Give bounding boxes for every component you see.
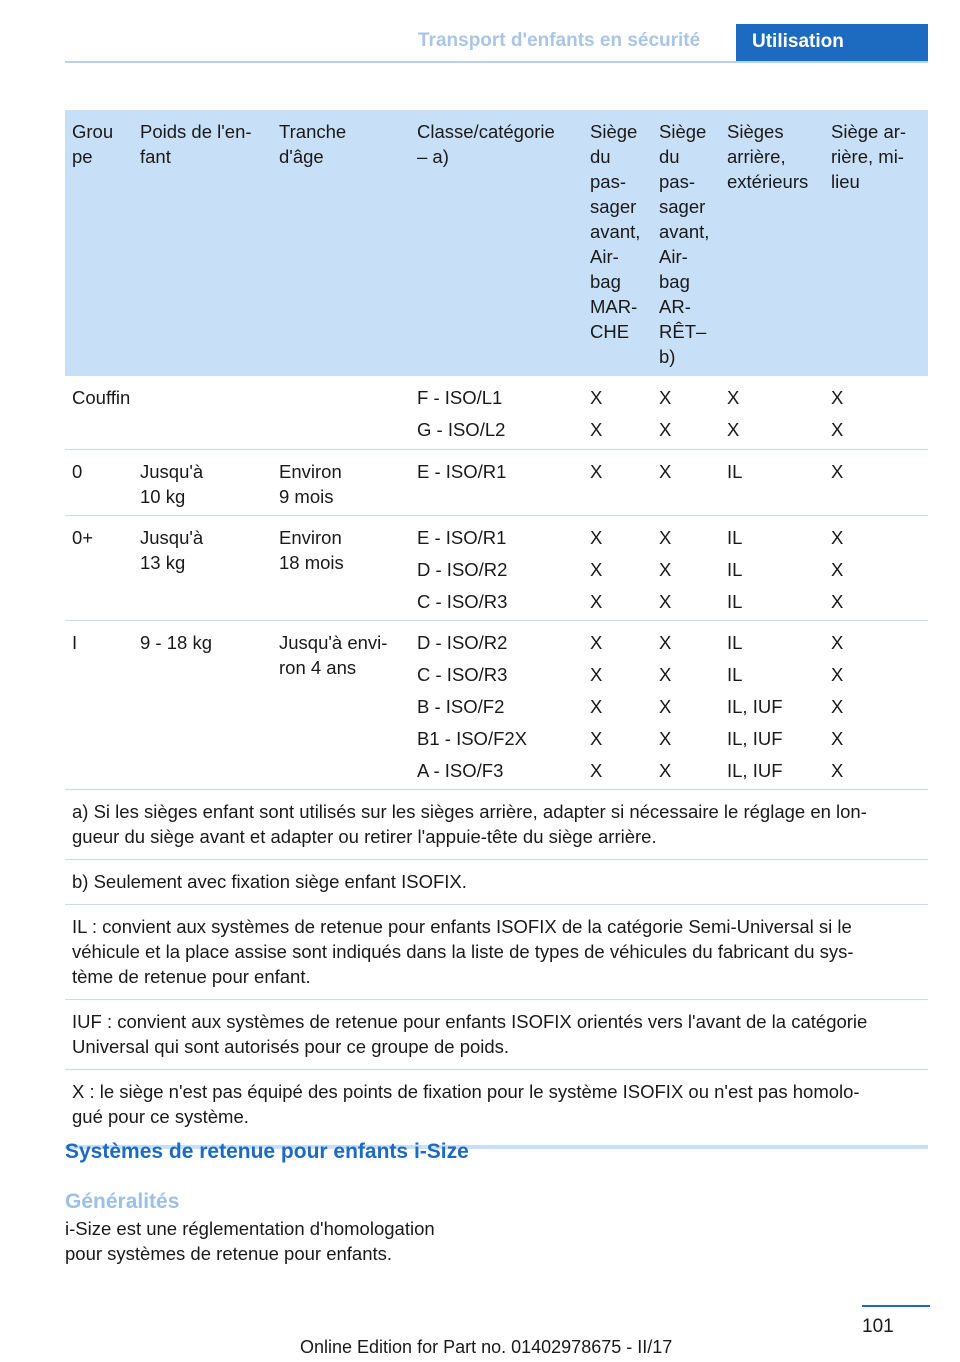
front-airbag-on-cell <box>590 630 602 783</box>
cell-line: X <box>590 419 603 440</box>
header-rear-center <box>831 119 906 194</box>
table-note <box>65 1070 928 1139</box>
group-cell <box>72 525 93 550</box>
breadcrumb-section: Transport d'enfants en sécurité <box>418 30 701 51</box>
cell-line: Environ <box>279 461 342 482</box>
header-line: lieu <box>831 171 860 192</box>
group-cell <box>72 459 82 484</box>
weight-cell <box>140 459 203 509</box>
front-airbag-off-cell <box>659 459 671 484</box>
note-line: gueur du siège avant et adapter ou retirer l'appuie-tête du siège arrière. <box>72 826 657 847</box>
header-group <box>72 119 113 169</box>
age-cell <box>279 459 342 509</box>
cell-line: X <box>590 728 603 749</box>
header-class <box>417 119 555 169</box>
header-line: Siège <box>659 121 707 142</box>
age-cell <box>279 630 387 680</box>
note-line: IL : convient aux systèmes de retenue pour enfants ISOFIX de la catégorie Semi-Universal si le <box>72 916 852 937</box>
cell-line: X <box>659 591 672 612</box>
class-cell <box>417 525 507 614</box>
header-line: pas- <box>590 171 626 192</box>
rear-center-cell <box>831 525 843 614</box>
cell-line: 0+ <box>72 527 94 548</box>
cell-line: IL, IUF <box>727 728 783 749</box>
class-cell <box>417 630 527 783</box>
header-front-airbag-off <box>659 119 709 369</box>
header-line: Tranche <box>279 121 347 142</box>
header-front-airbag-on <box>590 119 640 344</box>
cell-line: X <box>831 728 844 749</box>
page-number: 101 <box>862 1316 894 1337</box>
cell-line: D - ISO/R2 <box>417 632 508 653</box>
table-notes <box>65 790 928 1139</box>
header-line: Grou <box>72 121 114 142</box>
cell-line: IL <box>727 591 743 612</box>
cell-line: IL <box>727 559 743 580</box>
cell-line: IL <box>727 461 743 482</box>
header-line: sager <box>659 196 706 217</box>
section-subtitle: Généralités <box>65 1190 180 1213</box>
cell-line: X <box>659 632 672 653</box>
header-line: rière, mi- <box>831 146 904 167</box>
cell-line: X <box>727 419 740 440</box>
cell-line: X <box>590 527 603 548</box>
cell-line: 18 mois <box>279 552 344 573</box>
cell-line: X <box>831 419 844 440</box>
cell-line: E - ISO/R1 <box>417 527 507 548</box>
rear-center-cell <box>831 630 843 783</box>
header-line: fant <box>140 146 171 167</box>
cell-line: IL, IUF <box>727 696 783 717</box>
cell-line: A - ISO/F3 <box>417 760 504 781</box>
note-line: X : le siège n'est pas équipé des points de fixation pour le système ISOFIX ou n'est pas homolo- <box>72 1081 860 1102</box>
note-line: a) Si les sièges enfant sont utilisés sur les sièges arrière, adapter si nécessaire le réglage en lon- <box>72 801 867 822</box>
table-header <box>65 110 928 376</box>
cell-line: X <box>659 419 672 440</box>
rear-outer-cell <box>727 525 742 614</box>
cell-line: X <box>659 527 672 548</box>
front-airbag-off-cell <box>659 630 671 783</box>
section-body <box>65 1216 485 1266</box>
header-line: d'âge <box>279 146 324 167</box>
header-line: extérieurs <box>727 171 809 192</box>
front-airbag-off-cell <box>659 525 671 614</box>
header-line: pas- <box>659 171 695 192</box>
table-note <box>65 790 928 860</box>
cell-line: X <box>659 559 672 580</box>
table-note <box>65 860 928 905</box>
cell-line: X <box>590 559 603 580</box>
note-line: b) Seulement avec fixation siège enfant ISOFIX. <box>72 871 467 892</box>
table-row <box>65 450 928 516</box>
cell-line: X <box>831 559 844 580</box>
cell-line: F - ISO/L1 <box>417 387 503 408</box>
rear-outer-cell <box>727 630 783 783</box>
header-line: MAR- <box>590 296 638 317</box>
cell-line: Jusqu'à envi- <box>279 632 388 653</box>
header-line: b) <box>659 346 676 367</box>
header-line: RÊT– <box>659 321 707 342</box>
cell-line: D - ISO/R2 <box>417 559 508 580</box>
front-airbag-off-cell <box>659 385 671 442</box>
footer-rule <box>862 1305 930 1307</box>
note-line: IUF : convient aux systèmes de retenue pour enfants ISOFIX orientés vers l'avant de la catégorie <box>72 1011 868 1032</box>
header-age <box>279 119 346 169</box>
cell-line: IL, IUF <box>727 760 783 781</box>
cell-line: IL <box>727 527 743 548</box>
body-line: pour systèmes de retenue pour enfants. <box>65 1243 393 1264</box>
rear-center-cell <box>831 385 843 442</box>
note-line: véhicule et la place assise sont indiqués dans la liste de types de véhicules du fabricant du sys- <box>72 941 854 962</box>
table-row <box>65 516 928 621</box>
cell-line: IL <box>727 664 743 685</box>
cell-line: X <box>831 527 844 548</box>
header-line: – a) <box>417 146 449 167</box>
note-line: tème de retenue pour enfant. <box>72 966 311 987</box>
header-line: AR- <box>659 296 691 317</box>
header-line: CHE <box>590 321 630 342</box>
header-rear-outer <box>727 119 808 194</box>
header-line: Siège ar- <box>831 121 907 142</box>
cell-line: Jusqu'à <box>140 527 204 548</box>
note-line: gué pour ce système. <box>72 1106 249 1127</box>
group-cell <box>72 630 77 655</box>
header-weight <box>140 119 252 169</box>
front-airbag-on-cell <box>590 525 602 614</box>
cell-line: Environ <box>279 527 342 548</box>
body-line: i-Size est une réglementation d'homologation <box>65 1218 435 1239</box>
cell-line: G - ISO/L2 <box>417 419 506 440</box>
cell-line: X <box>590 461 603 482</box>
cell-line: X <box>659 664 672 685</box>
group-cell <box>72 385 130 410</box>
weight-cell <box>140 630 212 655</box>
header-line: Air- <box>659 246 688 267</box>
header-line: sager <box>590 196 637 217</box>
header-line: Siège <box>590 121 638 142</box>
cell-line: C - ISO/R3 <box>417 591 508 612</box>
rear-outer-cell <box>727 459 742 484</box>
cell-line: X <box>831 696 844 717</box>
cell-line: IL <box>727 632 743 653</box>
cell-line: X <box>590 591 603 612</box>
cell-line: X <box>831 664 844 685</box>
cell-line: X <box>831 632 844 653</box>
front-airbag-on-cell <box>590 459 602 484</box>
cell-line: X <box>831 591 844 612</box>
header-line: bag <box>659 271 690 292</box>
rear-outer-cell <box>727 385 739 442</box>
header-line: Air- <box>590 246 619 267</box>
cell-line: 10 kg <box>140 486 186 507</box>
cell-line: X <box>831 760 844 781</box>
header-line: du <box>590 146 611 167</box>
header-line: Poids de l'en- <box>140 121 252 142</box>
cell-line: I <box>72 632 78 653</box>
cell-line: X <box>590 696 603 717</box>
cell-line: X <box>727 387 740 408</box>
cell-line: X <box>659 461 672 482</box>
cell-line: E - ISO/R1 <box>417 461 507 482</box>
cell-line: Couffin <box>72 387 131 408</box>
cell-line: X <box>590 387 603 408</box>
table-note <box>65 1000 928 1070</box>
cell-line: X <box>590 760 603 781</box>
compatibility-table <box>65 110 928 1139</box>
cell-line: 9 - 18 kg <box>140 632 212 653</box>
weight-cell <box>140 525 203 575</box>
cell-line: X <box>659 760 672 781</box>
header-rule <box>65 61 928 63</box>
header-line: du <box>659 146 680 167</box>
cell-line: Jusqu'à <box>140 461 204 482</box>
cell-line: C - ISO/R3 <box>417 664 508 685</box>
cell-line: X <box>831 387 844 408</box>
age-cell <box>279 525 344 575</box>
cell-line: X <box>831 461 844 482</box>
cell-line: 13 kg <box>140 552 186 573</box>
header-line: Classe/catégorie <box>417 121 555 142</box>
cell-line: X <box>659 696 672 717</box>
table-note <box>65 905 928 1000</box>
header-line: pe <box>72 146 93 167</box>
rear-center-cell <box>831 459 843 484</box>
cell-line: 0 <box>72 461 83 482</box>
cell-line: ron 4 ans <box>279 657 357 678</box>
cell-line: B - ISO/F2 <box>417 696 505 717</box>
chapter-tab[interactable]: Utilisation <box>736 24 928 62</box>
table-body <box>65 376 928 790</box>
header-line: bag <box>590 271 621 292</box>
table-row <box>65 376 928 450</box>
class-cell <box>417 459 506 484</box>
table-row <box>65 621 928 790</box>
cell-line: X <box>659 728 672 749</box>
header-line: arrière, <box>727 146 786 167</box>
cell-line: X <box>659 387 672 408</box>
section-title: Systèmes de retenue pour enfants i-Size <box>65 1140 469 1163</box>
header-line: avant, <box>590 221 641 242</box>
header-line: Sièges <box>727 121 784 142</box>
cell-line: X <box>590 664 603 685</box>
front-airbag-on-cell <box>590 385 602 442</box>
note-line: Universal qui sont autorisés pour ce groupe de poids. <box>72 1036 510 1057</box>
edition-label: Online Edition for Part no. 01402978675 - II/17 <box>300 1337 673 1357</box>
cell-line: 9 mois <box>279 486 334 507</box>
cell-line: B1 - ISO/F2X <box>417 728 528 749</box>
class-cell <box>417 385 505 442</box>
header-line: avant, <box>659 221 710 242</box>
cell-line: X <box>590 632 603 653</box>
